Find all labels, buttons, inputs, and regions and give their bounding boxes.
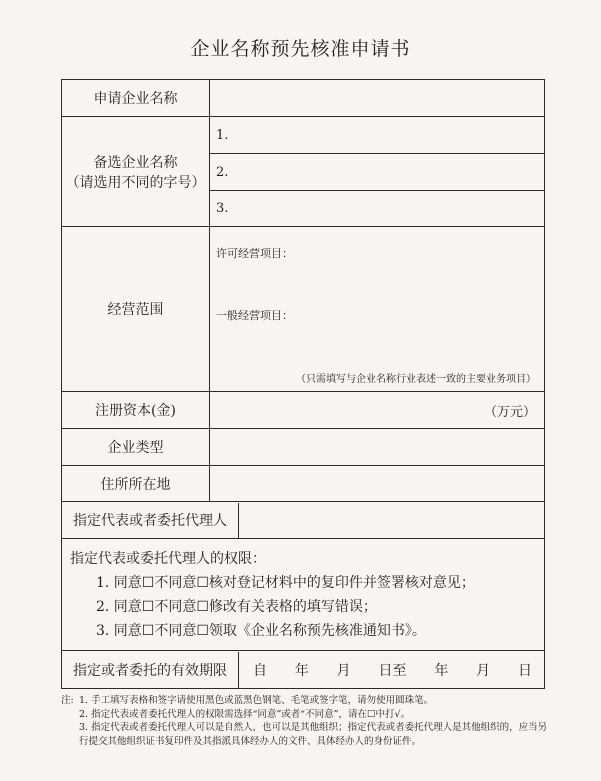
rights-title: 指定代表或委托代理人的权限： (70, 550, 266, 567)
period-from: 自 (253, 662, 267, 679)
notes-prefix: 注: (61, 695, 74, 706)
notes-section (61, 694, 551, 748)
scope-note: （只需填写与企业名称行业表述一致的主要业务项目） (296, 374, 536, 385)
alt-name-field-3[interactable]: 3. (210, 191, 545, 227)
rights-section (62, 539, 545, 651)
alt-name-label-line2: （请选用不同的字号） (65, 174, 206, 191)
capital-label: 注册资本(金) (62, 392, 210, 429)
note-item: 2. 指定代表或者委托代理人的权限需选择“同意”或者“不同意”，请在☐中打√。 (79, 708, 411, 720)
scope-licensed-label: 许可经营项目： (216, 247, 293, 260)
rights-item[interactable]: 3. 同意☐不同意☐领取《企业名称预先核准通知书》。 (96, 622, 426, 639)
period-day: 日 (517, 662, 532, 679)
company-name-field[interactable] (210, 80, 545, 117)
period-month: 月 (476, 662, 491, 679)
alt-name-field-1[interactable]: 1. (210, 117, 545, 154)
address-label: 住所所在地 (62, 466, 210, 502)
note-item: 1. 手工填写表格和签字请使用黑色或蓝黑色钢笔、毛笔或签字笔，请勿使用圆珠笔。 (79, 695, 434, 706)
document-title: 企业名称预先核准申请书 (190, 38, 411, 60)
alt-name-label-line1: 备选企业名称 (93, 154, 178, 171)
note-item: 3. 指定代表或者委托代理人可以是自然人，也可以是其他组织；指定代表或者委托代理人是其他组织的，应当另行提交其他组织证书复印件及其指派具体经办人的文件、具体经办人的身份证件。 (79, 722, 548, 747)
company-type-field[interactable] (210, 429, 545, 466)
capital-field[interactable] (210, 392, 545, 429)
scope-label: 经营范围 (62, 227, 210, 392)
period-month: 月 (336, 662, 351, 679)
scope-general-label: 一般经营项目： (216, 309, 293, 322)
period-year: 年 (434, 662, 449, 679)
rights-item[interactable]: 2. 同意☐不同意☐修改有关表格的填写错误； (96, 598, 377, 615)
alt-name-field-2[interactable]: 2. (210, 154, 545, 191)
period-field[interactable] (239, 660, 544, 680)
application-form-table (61, 79, 545, 689)
capital-unit: （万元） (483, 404, 536, 420)
company-type-label: 企业类型 (62, 429, 210, 466)
alt-name-label (62, 117, 210, 227)
scope-field[interactable] (210, 227, 545, 392)
agent-label: 指定代表或者委托代理人 (62, 503, 239, 538)
period-year: 年 (294, 662, 309, 679)
address-field[interactable] (210, 466, 545, 502)
rights-item[interactable]: 1. 同意☐不同意☐核对登记材料中的复印件并签署核对意见； (96, 574, 475, 591)
period-day-to: 日至 (378, 662, 407, 679)
agent-field[interactable] (239, 503, 544, 538)
period-label: 指定或者委托的有效期限 (62, 652, 239, 688)
company-name-label: 申请企业名称 (62, 80, 210, 117)
